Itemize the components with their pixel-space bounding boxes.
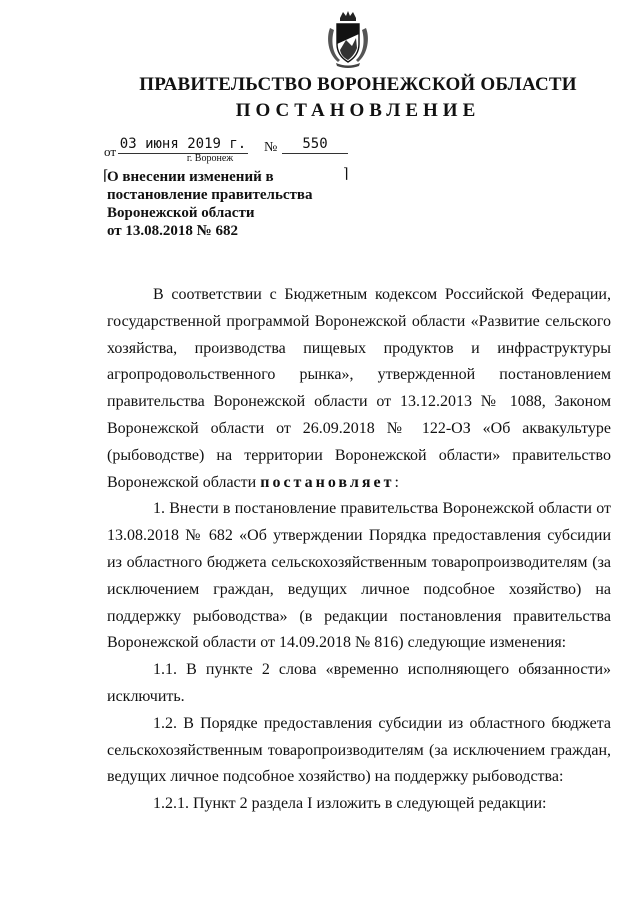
document-body	[107, 282, 611, 818]
paragraph-item-1: 1. Внести в постановление правительства Воронежской области от 13.08.2018 № 682 «Об утверждении Порядка предоставления субсидии из областного бюджета сельскохозяйственным товаропроизводителям (за исключением граждан, ведущих личное подсобное хозяйство) на поддержку рыбоводства» (в редакции постановления правительства Воронежской области от 14.09.2018 № 816) следующие изменения:	[107, 500, 611, 652]
document-type: ПОСТАНОВЛЕНИЕ	[235, 100, 481, 121]
subject-line: от 13.08.2018 № 682	[107, 223, 238, 239]
subject-line: постановление правительства	[107, 187, 313, 203]
subject-line: Воронежской области	[107, 205, 255, 221]
coat-of-arms-icon	[326, 10, 370, 68]
paragraph-item-1-2: 1.2. В Порядке предоставления субсидии из областного бюджета сельскохозяйственным товаропроизводителям (за исключением граждан, ведущих личное подсобное хозяйство) на поддержку рыбоводства:	[107, 714, 611, 786]
paragraph-item-1-1: 1.1. В пункте 2 слова «временно исполняющего обязанности» исключить.	[107, 661, 611, 705]
corner-bracket-right: ⌉	[343, 167, 349, 182]
city-label: г. Воронеж	[186, 153, 234, 164]
paragraph-item-1-2-1: 1.2.1. Пункт 2 раздела I изложить в следующей редакции:	[153, 795, 547, 813]
document-date: 03 июня 2019 г.	[119, 136, 247, 152]
preamble-end: :	[394, 473, 399, 491]
subject-line: О внесении изменений в	[107, 169, 274, 185]
date-prefix: от	[104, 144, 117, 159]
preamble-text: В соответствии с Бюджетным кодексом Российской Федерации, государственной программой Воронежской области «Развитие сельского хозяйства, производства пищевых продуктов и инфраструктуры агропродовольственного рынка», утвержденной постановлением правительства Воронежской области от 13.12.2013 № 1088, Законом Воронежской области от 26.09.2018 № 122-ОЗ «Об аквакультуре (рыбоводстве) на территории Воронежской области» правительство Воронежской области	[107, 286, 611, 491]
paragraph-preamble	[107, 282, 611, 496]
government-title: ПРАВИТЕЛЬСТВО ВОРОНЕЖСКОЙ ОБЛАСТИ	[139, 74, 577, 95]
resolves-word: постановляет	[260, 473, 395, 491]
number-prefix: №	[264, 140, 278, 155]
corner-bracket-left: ⌈	[103, 169, 109, 184]
document-subject	[107, 168, 367, 240]
document-number: 550	[282, 136, 348, 154]
